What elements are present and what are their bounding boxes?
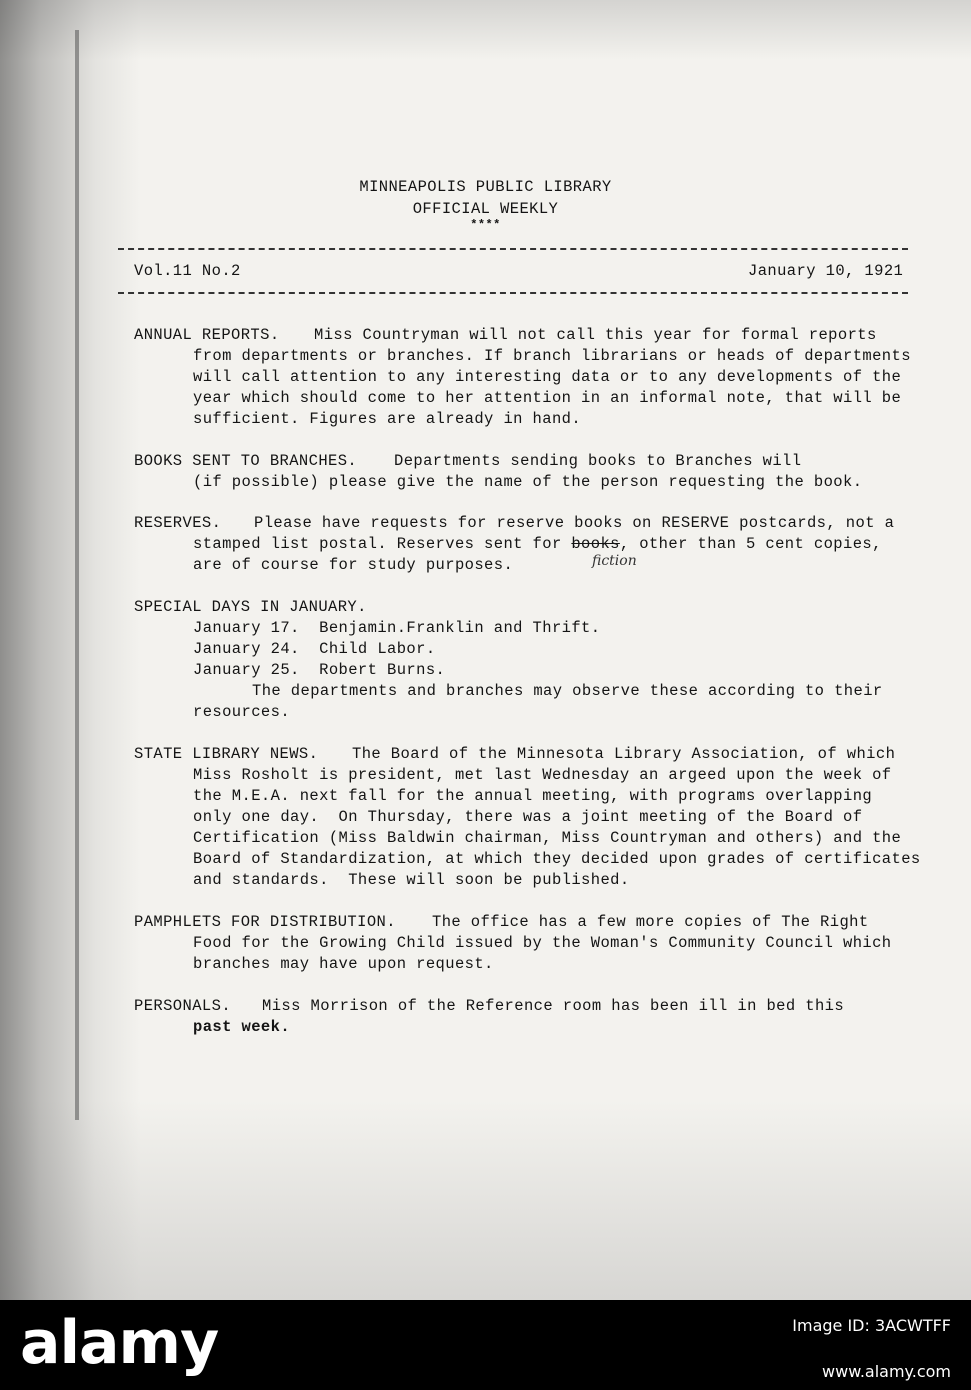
reserves-heading: RESERVES.	[134, 514, 222, 532]
struck-word: books	[571, 535, 620, 553]
special-day-item: January 17. Benjamin.Franklin and Thrift.	[193, 619, 601, 637]
state-library-line: Certification (Miss Baldwin chairman, Miss Countryman and others) and the	[193, 829, 902, 847]
books-sent-line: (if possible) please give the name of the person requesting the book.	[193, 473, 863, 491]
personals-heading: PERSONALS.	[134, 997, 232, 1015]
state-library-line: and standards. These will soon be published.	[193, 871, 630, 889]
personals-line: Miss Morrison of the Reference room has been ill in bed this	[262, 997, 845, 1015]
pamphlets-heading: PAMPHLETS FOR DISTRIBUTION.	[134, 913, 396, 931]
reserves-line: are of course for study purposes.	[193, 556, 514, 574]
reserves-text: , other than 5 cent copies,	[619, 535, 882, 553]
special-day-item: January 25. Robert Burns.	[193, 661, 446, 679]
pamphlets-line: Food for the Growing Child issued by the Woman's Community Council which	[193, 934, 892, 952]
title-line-1: MINNEAPOLIS PUBLIC LIBRARY	[359, 178, 612, 196]
annual-reports-line: from departments or branches. If branch librarians or heads of departments	[193, 347, 911, 365]
volume-number: Vol.11 No.2	[134, 262, 241, 280]
annual-reports-line: Miss Countryman will not call this year for formal reports	[314, 326, 877, 344]
annual-reports-heading: ANNUAL REPORTS.	[134, 326, 280, 344]
annual-reports-line: sufficient. Figures are already in hand.	[193, 410, 582, 428]
annual-reports-line: year which should come to her attention in an informal note, that will be	[193, 389, 902, 407]
divider-top	[118, 248, 908, 250]
reserves-line: Please have requests for reserve books on RESERVE postcards, not a	[254, 514, 895, 532]
pamphlets-line: The office has a few more copies of The Right	[432, 913, 869, 931]
alamy-url: www.alamy.com	[822, 1362, 951, 1381]
state-library-heading: STATE LIBRARY NEWS.	[134, 745, 319, 763]
title-line-2: OFFICIAL WEEKLY	[412, 200, 559, 218]
books-sent-line: Departments sending books to Branches will	[394, 452, 802, 470]
state-library-line: Board of Standardization, at which they decided upon grades of certificates	[193, 850, 921, 868]
title-ornament: ****	[470, 218, 501, 232]
special-days-heading: SPECIAL DAYS IN JANUARY.	[134, 598, 367, 616]
state-library-line: only one day. On Thursday, there was a joint meeting of the Board of	[193, 808, 863, 826]
special-day-item: January 24. Child Labor.	[193, 640, 436, 658]
image-id: Image ID: 3ACWTFF	[792, 1316, 951, 1335]
reserves-line	[193, 535, 882, 553]
state-library-line: The Board of the Minnesota Library Association, of which	[352, 745, 896, 763]
reserves-text: stamped list postal. Reserves sent for	[193, 535, 572, 553]
special-days-line: The departments and branches may observe these according to their	[252, 682, 883, 700]
annual-reports-line: will call attention to any interesting data or to any developments of the	[193, 368, 902, 386]
state-library-line: Miss Rosholt is president, met last Wednesday an argeed upon the week of	[193, 766, 892, 784]
divider-bottom	[118, 292, 908, 294]
books-sent-heading: BOOKS SENT TO BRANCHES.	[134, 452, 358, 470]
special-days-line: resources.	[193, 703, 291, 721]
personals-line: past week.	[193, 1018, 291, 1036]
issue-date: January 10, 1921	[748, 262, 904, 280]
handwritten-correction: fiction	[592, 553, 637, 569]
alamy-logo: alamy	[20, 1308, 219, 1378]
pamphlets-line: branches may have upon request.	[193, 955, 494, 973]
state-library-line: the M.E.A. next fall for the annual meeting, with programs overlapping	[193, 787, 873, 805]
